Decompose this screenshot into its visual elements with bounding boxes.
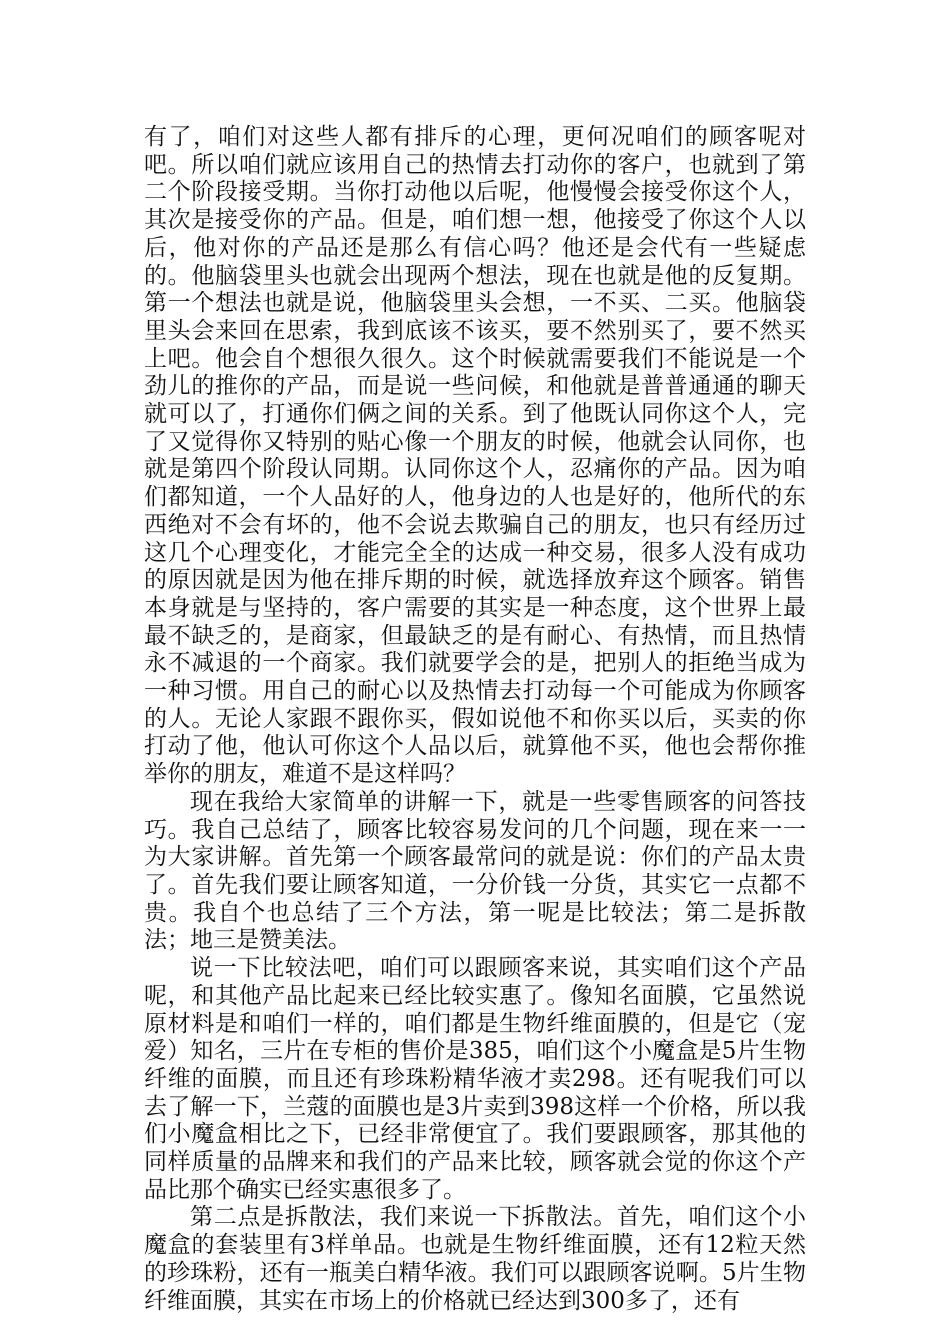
paragraph-3: 说一下比较法吧，咱们可以跟顾客来说，其实咱们这个产品呢，和其他产品比起来已经比较实惠了。像知名面膜，它虽然说原材料是和咱们一样的，咱们都是生物纤维面膜的，但是它（宠爱）知名，三片在专柜的售价是385，咱们这个小魔盒是5片生物纤维的面膜，而且还有珍珠粉精华液才卖298。还有呢我们可以去了解一下，兰蔻的面膜也是3片卖到398这样一个价格，所以我们小魔盒相比之下，已经非常便宜了。我们要跟顾客，那其他的同样质量的品牌来和我们的产品来比较，顾客就会觉的你这个产品比那个确实已经实惠很多了。 [144, 955, 806, 1203]
paragraph-4: 第二点是拆散法，我们来说一下拆散法。首先，咱们这个小魔盒的套装里有3样单品。也就是生物纤维面膜，还有12粒天然的珍珠粉，还有一瓶美白精华液。我们可以跟顾客说啊。5片生物纤维面膜，其实在市场上的价格就已经达到300多了，还有 [144, 1204, 806, 1314]
paragraph-2: 现在我给大家简单的讲解一下，就是一些零售顾客的问答技巧。我自己总结了，顾客比较容易发问的几个问题，现在来一一为大家讲解。首先第一个顾客最常问的就是说：你们的产品太贵了。首先我们要让顾客知道，一分价钱一分货，其实它一点都不贵。我自个也总结了三个方法，第一呢是比较法；第二是拆散法；地三是赞美法。 [144, 788, 806, 954]
paragraph-1: 有了，咱们对这些人都有排斥的心理，更何况咱们的顾客呢对吧。所以咱们就应该用自己的热情去打动你的客户，也就到了第二个阶段接受期。当你打动他以后呢，他慢慢会接受你这个人，其次是接受你的产品。但是，咱们想一想，他接受了你这个人以后，他对你的产品还是那么有信心吗？他还是会代有一些疑虑的。他脑袋里头也就会出现两个想法，现在也就是他的反复期。第一个想法也就是说，他脑袋里头会想，一不买、二买。他脑袋里头会来回在思索，我到底该不该买，要不然别买了，要不然买上吧。他会自个想很久很久。这个时候就需要我们不能说是一个劲儿的推你的产品，而是说一些问候，和他就是普普通通的聊天就可以了，打通你们俩之间的关系。到了他既认同你这个人，完了又觉得你又特别的贴心像一个朋友的时候，他就会认同你，也就是第四个阶段认同期。认同你这个人，忍痛你的产品。因为咱们都知道，一个人品好的人，他身边的人也是好的，他所代的东西绝对不会有坏的，他不会说去欺骗自己的朋友，也只有经历过这几个心理变化，才能完全全的达成一种交易，很多人没有成功的原因就是因为他在排斥期的时候，就选择放弃这个顾客。销售本身就是与坚持的，客户需要的其实是一种态度，这个世界上最最不缺乏的，是商家，但最缺乏的是有耐心、有热情，而且热情永不减退的一个商家。我们就要学会的是，把别人的拒绝当成为一种习惯。用自己的耐心以及热情去打动每一个可能成为你顾客的人。无论人家跟不跟你买，假如说他不和你买以后，买卖的你打动了他，他认可你这个人品以后，就算他不买，他也会帮你推举你的朋友，难道不是这样吗？ [144, 124, 806, 788]
document-page [144, 124, 806, 1315]
